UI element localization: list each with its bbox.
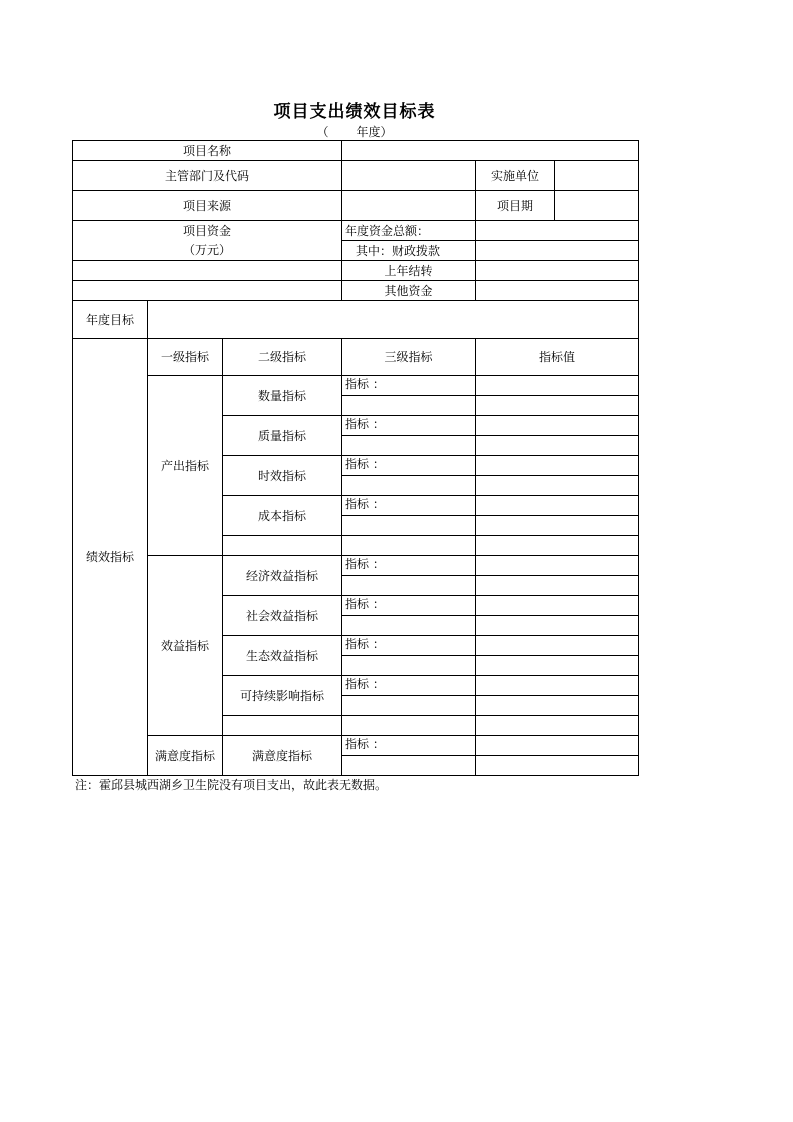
project-period-label: 项目期 <box>476 191 555 221</box>
year-subtitle <box>72 123 637 140</box>
indicator-label: 指标 ： <box>342 456 476 476</box>
page-title: 项目支出绩效目标表 <box>273 102 436 122</box>
indicator-value-cell[interactable] <box>476 576 639 596</box>
col-level3-header: 三级指标 <box>342 339 476 376</box>
indicator-value-cell[interactable] <box>476 736 639 756</box>
blank-sub-cell[interactable] <box>223 716 342 736</box>
indicator-label: 指标 ： <box>342 636 476 656</box>
indicator-value-cell[interactable] <box>476 696 639 716</box>
annual-goal-value[interactable] <box>148 301 639 339</box>
annual-goal-label: 年度目标 <box>73 301 148 339</box>
subtitle-year: 年度） <box>356 125 393 139</box>
blank-cell <box>73 261 342 281</box>
impl-unit-label: 实施单位 <box>476 161 555 191</box>
indicator-value-cell[interactable] <box>476 676 639 696</box>
indicator-value-cell[interactable] <box>476 416 639 436</box>
indicator-blank-cell[interactable] <box>342 616 476 636</box>
indicator-blank-cell[interactable] <box>342 576 476 596</box>
funds-label <box>73 221 342 261</box>
ecological-benefit-label: 生态效益指标 <box>223 636 342 676</box>
funds-label-line2: （万元） <box>183 242 232 257</box>
indicator-blank-cell[interactable] <box>342 536 476 556</box>
indicator-blank-cell[interactable] <box>342 436 476 456</box>
last-year-value[interactable] <box>476 261 639 281</box>
project-name-value[interactable] <box>342 141 639 161</box>
indicator-blank-cell[interactable] <box>342 756 476 776</box>
project-source-value[interactable] <box>342 191 476 221</box>
dept-code-label: 主管部门及代码 <box>73 161 342 191</box>
indicator-label: 指标 ： <box>342 596 476 616</box>
indicator-blank-cell[interactable] <box>342 476 476 496</box>
blank-sub-cell[interactable] <box>223 536 342 556</box>
indicator-label: 指标 ： <box>342 496 476 516</box>
social-benefit-label: 社会效益指标 <box>223 596 342 636</box>
indicator-value-cell[interactable] <box>476 436 639 456</box>
indicator-value-cell[interactable] <box>476 456 639 476</box>
output-indicators-label: 产出指标 <box>148 376 223 556</box>
indicator-value-cell[interactable] <box>476 376 639 396</box>
performance-indicators-label: 绩效指标 <box>73 339 148 776</box>
satisfaction-indicators-label: 满意度指标 <box>148 736 223 776</box>
indicator-value-cell[interactable] <box>476 756 639 776</box>
cost-indicator-label: 成本指标 <box>223 496 342 536</box>
project-name-label: 项目名称 <box>73 141 342 161</box>
funds-label-line1: 项目资金 <box>183 223 232 238</box>
indicator-value-cell[interactable] <box>476 656 639 676</box>
indicator-label: 指标 ： <box>342 376 476 396</box>
indicator-blank-cell[interactable] <box>342 716 476 736</box>
fiscal-funds-label: 其中：财政拨款 <box>342 241 476 261</box>
indicator-blank-cell[interactable] <box>342 396 476 416</box>
economic-benefit-label: 经济效益指标 <box>223 556 342 596</box>
indicator-blank-cell[interactable] <box>342 656 476 676</box>
indicator-value-cell[interactable] <box>476 516 639 536</box>
indicator-label: 指标 ： <box>342 736 476 756</box>
indicator-label: 指标 ： <box>342 416 476 436</box>
satisfaction-sub-label: 满意度指标 <box>223 736 342 776</box>
benefit-indicators-label: 效益指标 <box>148 556 223 736</box>
blank-cell <box>73 281 342 301</box>
col-value-header: 指标值 <box>476 339 639 376</box>
indicator-value-cell[interactable] <box>476 636 639 656</box>
indicator-blank-cell[interactable] <box>342 696 476 716</box>
indicator-value-cell[interactable] <box>476 556 639 576</box>
indicator-value-cell[interactable] <box>476 536 639 556</box>
timeliness-indicator-label: 时效指标 <box>223 456 342 496</box>
indicator-label: 指标 ： <box>342 676 476 696</box>
impl-unit-value[interactable] <box>555 161 639 191</box>
project-period-value[interactable] <box>555 191 639 221</box>
performance-target-table <box>72 140 639 776</box>
indicator-value-cell[interactable] <box>476 476 639 496</box>
fiscal-funds-value[interactable] <box>476 241 639 261</box>
indicator-value-cell[interactable] <box>476 496 639 516</box>
indicator-value-cell[interactable] <box>476 596 639 616</box>
indicator-value-cell[interactable] <box>476 616 639 636</box>
total-funds-value[interactable] <box>476 221 639 241</box>
col-level2-header: 二级指标 <box>223 339 342 376</box>
indicator-label: 指标 ： <box>342 556 476 576</box>
other-funds-label: 其他资金 <box>342 281 476 301</box>
col-level1-header: 一级指标 <box>148 339 223 376</box>
indicator-blank-cell[interactable] <box>342 516 476 536</box>
total-funds-label: 年度资金总额： <box>342 221 476 241</box>
dept-code-value[interactable] <box>342 161 476 191</box>
other-funds-value[interactable] <box>476 281 639 301</box>
sustainable-impact-label: 可持续影响指标 <box>223 676 342 716</box>
indicator-value-cell[interactable] <box>476 716 639 736</box>
indicator-value-cell[interactable] <box>476 396 639 416</box>
quantity-indicator-label: 数量指标 <box>223 376 342 416</box>
last-year-label: 上年结转 <box>342 261 476 281</box>
footnote: 注：霍邱县城西湖乡卫生院没有项目支出，故此表无数据。 <box>75 778 388 792</box>
quality-indicator-label: 质量指标 <box>223 416 342 456</box>
project-source-label: 项目来源 <box>73 191 342 221</box>
subtitle-open: （ <box>316 125 329 139</box>
